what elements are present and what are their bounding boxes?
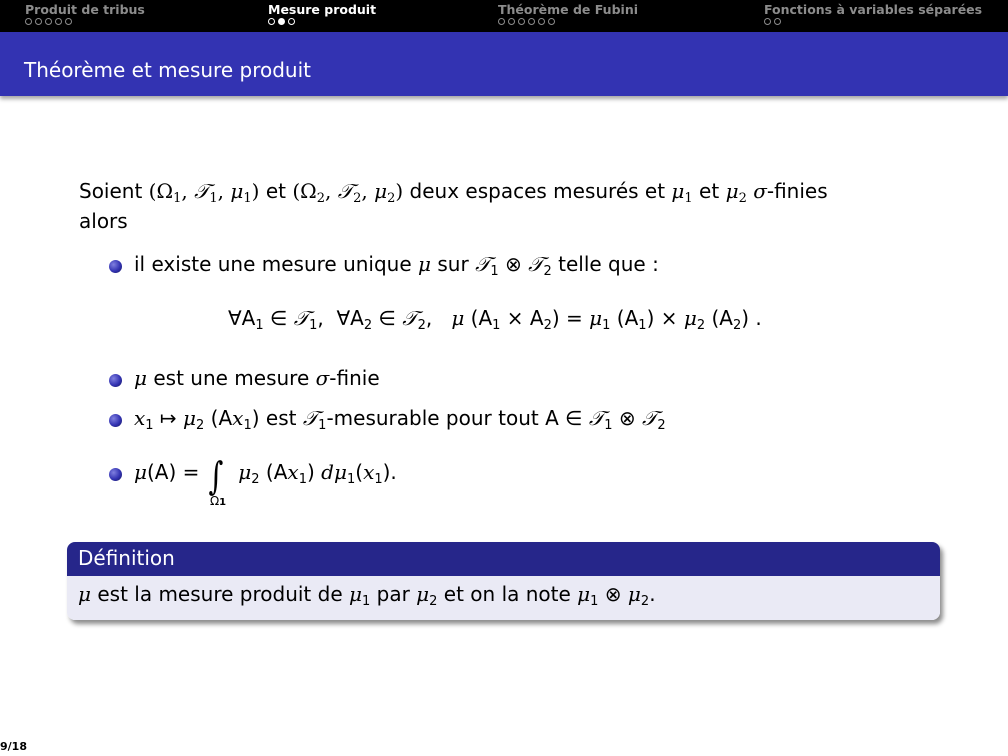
nav-section-title[interactable]: Fonctions à variables séparées: [764, 2, 983, 17]
nav-frame-dot[interactable]: [65, 18, 72, 25]
nav-frame-dot[interactable]: [528, 18, 535, 25]
bullet-text: $x_1$ ↦ $\mu_2$ $(Ax_1)$ est 𝒯$_1$-mesurable pour tout A ∈ 𝒯$_1$ ⊗ 𝒯$_2$: [134, 406, 666, 433]
intro-text: et: [259, 179, 293, 203]
intro-text: alors: [79, 209, 128, 233]
bullet-text: μ est une mesure σ-finie: [134, 366, 380, 390]
nav-frame-dot[interactable]: [35, 18, 42, 25]
nav-section-produit-de-tribus[interactable]: [25, 2, 145, 29]
intro-text: Soient: [79, 179, 149, 203]
math-formula: ($\Omega_1$, 𝒯$_1$, $\mu_1$): [148, 179, 260, 206]
bullet-icon: [109, 260, 122, 273]
bullet-icon: [109, 468, 122, 481]
nav-frame-dot-current[interactable]: [278, 18, 285, 25]
frame-title-bar: [0, 32, 1008, 96]
nav-frame-dot[interactable]: [538, 18, 545, 25]
integral-sign: ∫: [208, 454, 224, 498]
nav-section-mesure-produit[interactable]: [268, 2, 376, 29]
nav-frame-dot[interactable]: [25, 18, 32, 25]
nav-frame-dot[interactable]: [518, 18, 525, 25]
page-number: 9/18: [0, 740, 27, 753]
navigation-bar: [0, 0, 1008, 32]
nav-frame-dot[interactable]: [288, 18, 295, 25]
definition-block: [67, 542, 940, 620]
intro-text: -finies: [766, 179, 828, 203]
theorem-intro: [79, 176, 939, 236]
nav-frame-dot[interactable]: [268, 18, 275, 25]
definition-body: [67, 576, 940, 620]
nav-section-title[interactable]: Mesure produit: [268, 2, 377, 17]
display-equation: $\forall A_1$ ∈ 𝒯$_1$, $\forall A_2$ ∈ 𝒯$_2$, μ $(A_1 \times A_2) = \mu_1$ $(A_1) \times \mu_2$ $(A_2)$ .: [228, 306, 762, 333]
nav-section-theoreme-de-fubini[interactable]: [498, 2, 638, 29]
intro-text: et: [692, 179, 726, 203]
nav-frame-dots: [268, 18, 376, 29]
nav-frame-dots: [498, 18, 638, 29]
nav-frame-dot[interactable]: [45, 18, 52, 25]
definition-text: μ est la mesure produit de $\mu_1$ par $\mu_2$ et on la note $\mu_1$ ⊗ $\mu_2$.: [78, 582, 656, 609]
bullet-icon: [109, 374, 122, 387]
definition-header: [67, 542, 940, 576]
nav-frame-dot[interactable]: [548, 18, 555, 25]
nav-frame-dot[interactable]: [508, 18, 515, 25]
integral-domain: Ω1: [210, 494, 227, 508]
intro-text: deux espaces mesurés et: [403, 179, 672, 203]
frame-title: Théorème et mesure produit: [24, 58, 311, 82]
math-formula: $\mu_2$ σ: [725, 179, 767, 206]
math-formula: $\mu_1$: [671, 179, 693, 206]
bullet-text: il existe une mesure unique μ sur 𝒯$_1$ ⊗ 𝒯$_2$ telle que :: [134, 252, 659, 279]
nav-frame-dot[interactable]: [764, 18, 771, 25]
nav-frame-dots: [25, 18, 145, 29]
nav-section-title[interactable]: Théorème de Fubini: [498, 2, 638, 17]
definition-title: Définition: [78, 546, 175, 570]
nav-section-title[interactable]: Produit de tribus: [25, 2, 145, 17]
nav-section-fonctions-variables-separees[interactable]: [764, 2, 982, 29]
bullet-icon: [109, 414, 122, 427]
nav-frame-dot[interactable]: [774, 18, 781, 25]
math-formula: ($\Omega_2$, 𝒯$_2$, $\mu_2$): [292, 179, 404, 206]
nav-frame-dot[interactable]: [55, 18, 62, 25]
nav-frame-dot[interactable]: [498, 18, 505, 25]
nav-frame-dots: [764, 18, 982, 29]
bullet-text: μ(A) = ∫ $\mu_2$ $(Ax_1)$ $d\mu_1(x_1)$.: [134, 454, 397, 498]
